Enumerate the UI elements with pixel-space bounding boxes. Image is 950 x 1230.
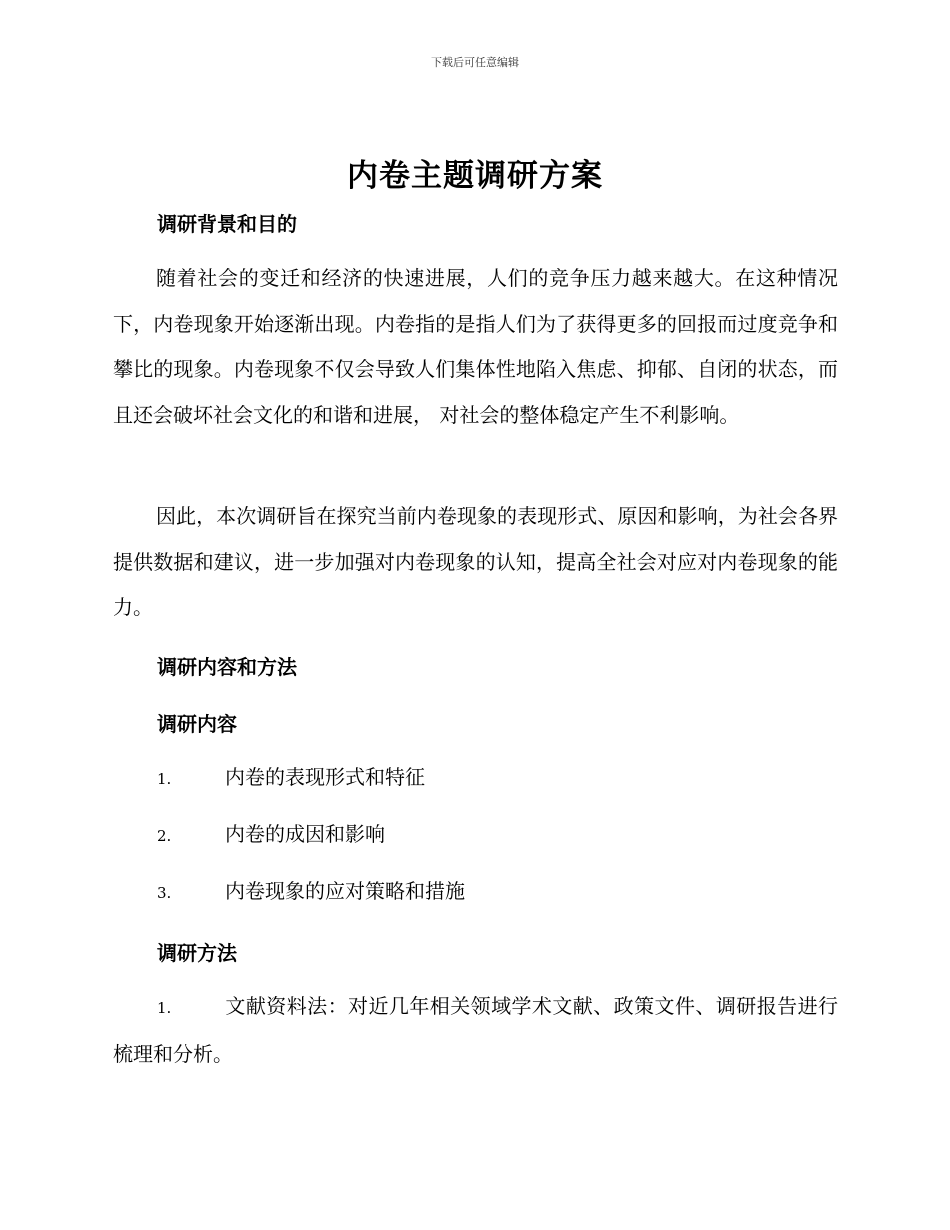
list-item (157, 869, 465, 917)
list-item (157, 812, 385, 860)
section-heading-background: 调研背景和目的 (157, 212, 297, 236)
paragraph-purpose: 因此，本次调研旨在探究当前内卷现象的表现形式、原因和影响，为社会各界提供数据和建议，进一步加强对内卷现象的认知，提高全社会对应对内卷现象的能力。 (113, 504, 838, 619)
list-item-number: 3. (157, 884, 172, 902)
subsection-heading-content: 调研内容 (157, 712, 237, 736)
list-item-number: 1. (157, 770, 172, 788)
document-title: 内卷主题调研方案 (347, 158, 603, 194)
list-item (113, 984, 838, 1077)
list-item-text: 内卷现象的应对策略和措施 (225, 879, 465, 903)
page-header-note: 下载后可任意编辑 (431, 56, 519, 69)
list-item (157, 755, 425, 803)
subsection-heading-method: 调研方法 (157, 941, 237, 965)
paragraph-background: 随着社会的变迁和经济的快速进展，人们的竞争压力越来越大。在这种情况下，内卷现象开始逐渐出现。内卷指的是指人们为了获得更多的回报而过度竞争和攀比的现象。内卷现象不仅会导致人们集体性地陷入焦虑、抑郁、自闭的状态，而且还会破坏社会文化的和谐和进展， 对社会的整体稳定产生不利影响。 (113, 266, 838, 427)
list-item-text: 内卷的表现形式和特征 (225, 765, 425, 789)
list-item-text: 内卷的成因和影响 (225, 822, 385, 846)
list-item-text: 文献资料法：对近几年相关领域学术文献、政策文件、调研报告进行梳理和分析。 (113, 994, 838, 1066)
list-item-number: 1. (157, 999, 172, 1017)
list-item-number: 2. (157, 827, 172, 845)
section-heading-content-method: 调研内容和方法 (157, 655, 297, 679)
